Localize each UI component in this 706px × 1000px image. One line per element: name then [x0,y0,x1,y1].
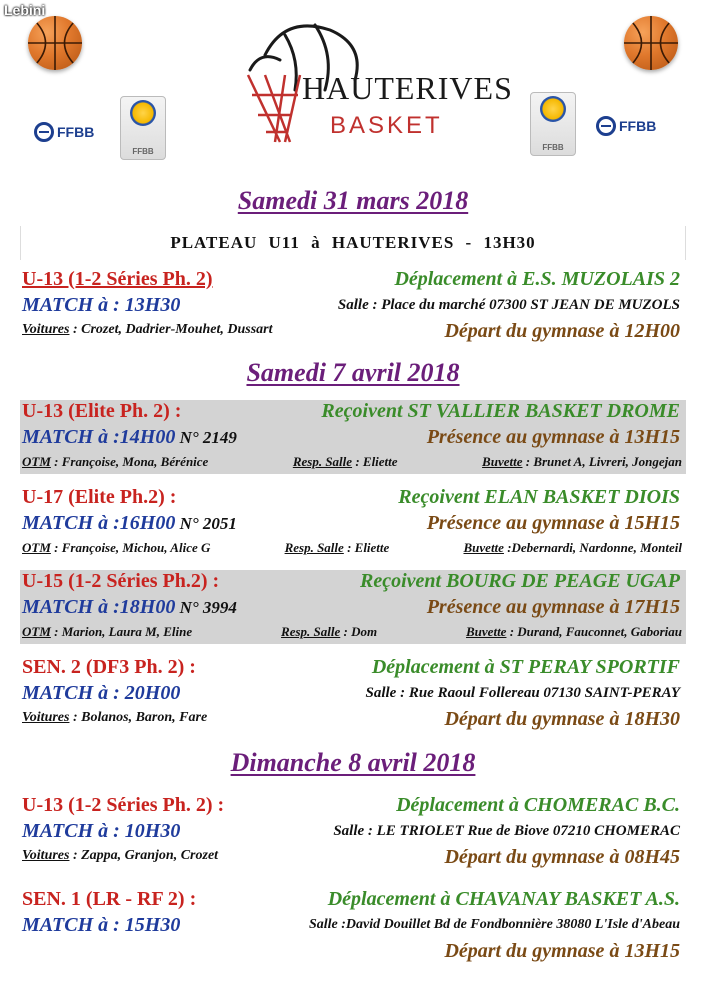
basketball-icon [28,16,82,70]
match-time: MATCH à : 13H30 [22,294,181,316]
logo-subtitle: BASKET [330,112,443,139]
club-badge-right [530,92,576,156]
departure-label: Départ du gymnase à 08H45 [444,846,680,868]
ffbb-label: FFBB [57,124,95,140]
ffbb-label: FFBB [619,118,657,134]
badge-disc-icon [130,100,156,126]
opponent-label: Déplacement à CHOMERAC B.C. [396,794,680,816]
match-number: N° 2051 [175,514,237,533]
presence-label: Présence au gymnase à 17H15 [426,596,680,618]
section-date: Samedi 7 avril 2018 [246,358,460,387]
team-label: U-13 (1-2 Séries Ph. 2) : [22,794,225,816]
staff-line: OTM : Françoise, Michou, Alice G Resp. Salle : Eliette Buvette :Debernardi, Nardonne, Monteil [22,540,682,555]
team-label: SEN. 1 (LR - RF 2) : [22,888,197,910]
voitures-line: Voitures : Zappa, Granjon, Crozet [22,848,219,863]
watermark: Lebini [4,2,46,18]
match-block [20,400,686,474]
match-time: MATCH à :16H00 N° 2051 [22,512,237,534]
opponent-label: Déplacement à CHAVANAY BASKET A.S. [327,888,680,910]
match-time: MATCH à : 10H30 [22,820,181,842]
departure-label: Départ du gymnase à 12H00 [444,320,680,342]
team-label: U-17 (Elite Ph.2) : [22,486,177,508]
match-time: MATCH à :14H00 N° 2149 [22,426,237,448]
opponent-label: Déplacement à ST PERAY SPORTIF [371,656,680,678]
departure-label: Départ du gymnase à 13H15 [444,940,680,962]
match-block [20,888,686,966]
match-time: MATCH à :18H00 N° 3994 [22,596,237,618]
opponent-label: Reçoivent ELAN BASKET DIOIS [398,486,680,508]
match-block [20,268,686,346]
staff-line: OTM : Françoise, Mona, Bérénice Resp. Salle : Eliette Buvette : Brunet A, Livreri, Jongejan [22,454,682,469]
section-date: Samedi 31 mars 2018 [237,186,469,215]
match-block [20,656,686,734]
badge-label: FFBB [132,147,154,156]
match-time: MATCH à : 15H30 [22,914,181,936]
team-label: SEN. 2 (DF3 Ph. 2) : [22,656,196,678]
venue-label: Salle : Rue Raoul Follereau 07130 SAINT-PERAY [365,685,680,701]
venue-label: Salle :David Douillet Bd de Fondbonnière 38080 L'Isle d'Abeau [308,917,680,932]
plateau-line: PLATEAU U11 à HAUTERIVES - 13H30 [20,226,686,260]
opponent-label: Déplacement à E.S. MUZOLAIS 2 [394,268,680,290]
match-time: MATCH à : 20H00 [22,682,181,704]
ffbb-ring-icon [34,122,54,142]
ffbb-logo-right [596,116,656,136]
ffbb-logo-left [34,122,94,142]
voitures-line: Voitures : Bolanos, Baron, Fare [22,710,208,725]
team-label: U-13 (1-2 Séries Ph. 2) [22,268,213,290]
match-number: N° 3994 [175,598,237,617]
venue-label: Salle : Place du marché 07300 ST JEAN DE MUZOLS [337,297,680,313]
match-block [20,794,686,872]
match-block [20,486,686,560]
opponent-label: Reçoivent BOURG DE PEAGE UGAP [360,570,680,592]
presence-label: Présence au gymnase à 15H15 [426,512,680,534]
club-badge-left [120,96,166,160]
basketball-icon [624,16,678,70]
badge-label: FFBB [542,143,564,152]
staff-line: OTM : Marion, Laura M, Eline Resp. Salle : Dom Buvette : Durand, Fauconnet, Gaboriau [22,624,682,639]
badge-disc-icon [540,96,566,122]
logo-title: HAUTERIVES [302,70,513,106]
voitures-line: Voitures : Crozet, Dadrier-Mouhet, Dussart [22,322,273,337]
team-label: U-15 (1-2 Séries Ph.2) : [22,570,220,592]
match-number: N° 2149 [175,428,237,447]
ffbb-ring-icon [596,116,616,136]
departure-label: Départ du gymnase à 18H30 [444,708,680,730]
section-date: Dimanche 8 avril 2018 [230,748,476,777]
match-block [20,570,686,644]
team-label: U-13 (Elite Ph. 2) : [22,400,182,422]
opponent-label: Reçoivent ST VALLIER BASKET DROME [321,400,680,422]
venue-label: Salle : LE TRIOLET Rue de Biove 07210 CHOMERAC [333,823,680,839]
presence-label: Présence au gymnase à 13H15 [426,426,680,448]
